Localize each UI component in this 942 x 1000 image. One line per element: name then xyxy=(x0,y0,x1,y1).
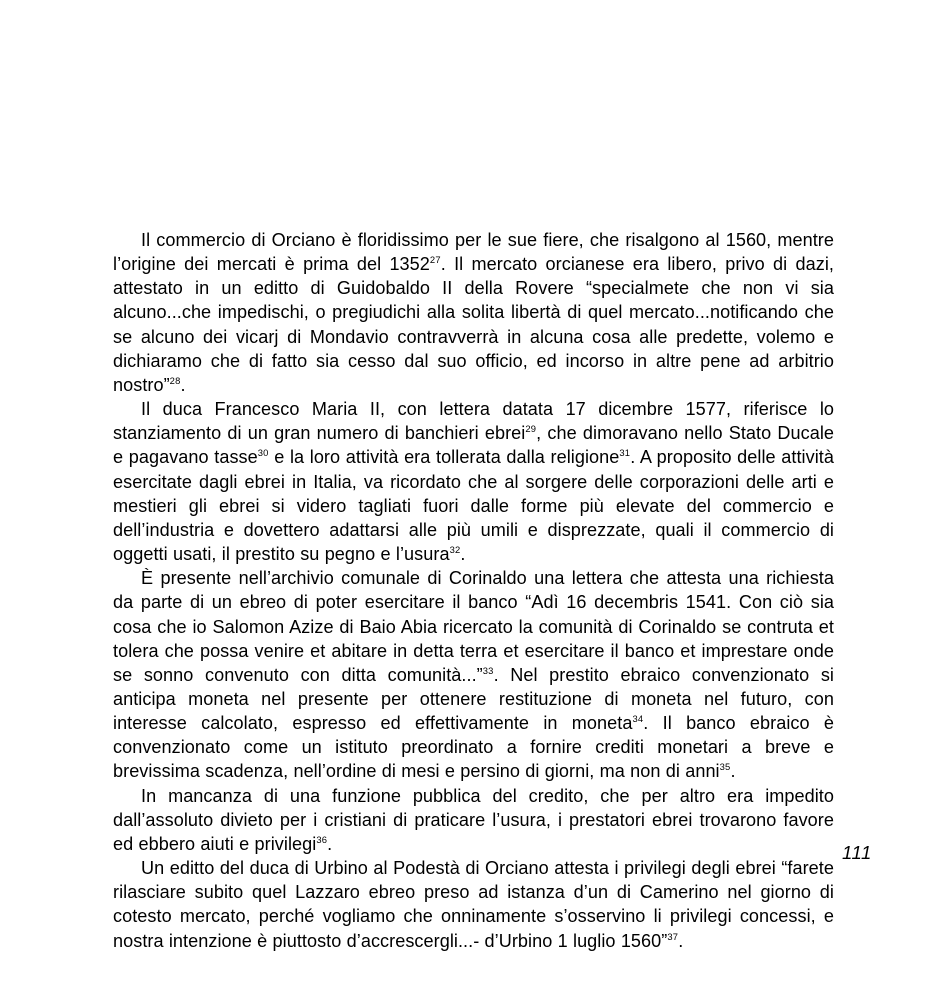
text-run: Il commercio di Orciano è floridissimo per le sue fiere, che risalgono al 1560, mentre l’origine dei mercati è prima del 1352 xyxy=(113,230,834,275)
text-run: . Nel prestito ebraico convenzionato si anticipa moneta nel presente per ottenere restituzione di moneta nel futuro, con interesse calcolato, espresso ed effettivamente in moneta xyxy=(113,664,834,734)
paragraph xyxy=(113,784,834,856)
text-run: , che dimoravano nello Stato Ducale e pagavano tasse xyxy=(113,423,834,468)
footnote-marker[interactable]: 35 xyxy=(719,761,731,773)
text-run: . xyxy=(180,374,186,395)
footnote-marker[interactable]: 31 xyxy=(619,447,631,459)
paragraph xyxy=(113,856,834,953)
text-run: . A proposito delle attività esercitate dagli ebrei in Italia, va ricordato che al sorgere delle corporazioni delle arti e mestieri gli ebrei si videro tagliati fuori dalle forme più elevate del commercio e dell’industria e dovettero adattarsi alle più umili e disprezzate, quali il commercio di oggetti usati, il prestito su pegno e l’usura xyxy=(113,447,834,565)
text-run: . xyxy=(460,544,466,565)
footnote-marker[interactable]: 37 xyxy=(667,930,679,942)
footnote-marker[interactable]: 36 xyxy=(316,833,328,845)
page-number: 111 xyxy=(842,842,872,863)
text-run: . xyxy=(678,930,684,951)
paragraph xyxy=(113,228,834,397)
body-text-column xyxy=(113,228,834,953)
text-run: In mancanza di una funzione pubblica del credito, che per altro era impedito dall’assoluto divieto per i cristiani di praticare l’usura, i prestatori ebrei trovarono favore ed ebbero aiuti e privilegi xyxy=(113,785,834,854)
footnote-marker[interactable]: 33 xyxy=(482,664,494,676)
text-run: . Il banco ebraico è convenzionato come un istituto preordinato a fornire crediti monetari a breve e brevissima scadenza, nell’ordine di mesi e persino di giorni, ma non di anni xyxy=(113,713,834,782)
text-run: È presente nell’archivio comunale di Corinaldo una lettera che attesta una richiesta da parte di un ebreo di poter esercitare il banco “Adì 16 decembris 1541. Con ciò sia cosa che io Salomon Azize di Baio Abia ricercato la comunità di Corinaldo se contruta et tolera che possa venire et abitare in detta terra et esercitare il banco et imprestare onde se sonno convenuto con ditta comunità...” xyxy=(113,568,834,685)
footnote-marker[interactable]: 34 xyxy=(632,713,644,725)
footnote-marker[interactable]: 30 xyxy=(257,447,269,459)
text-run: Un editto del duca di Urbino al Podestà di Orciano attesta i privilegi degli ebrei “farete rilasciare subito quel Lazzaro ebreo preso ad istanza d’un di Camerino nel giorno di cotesto mercato, perché vogliamo che onninamente s’osservino li privilegi concessi, e nostra intenzione è piuttosto d’accrescergli...- d’Urbino 1 luglio 1560” xyxy=(113,858,834,951)
text-run: . xyxy=(327,833,333,854)
paragraph xyxy=(113,397,834,566)
text-run: Il duca Francesco Maria II, con lettera datata 17 dicembre 1577, riferisce lo stanziamento di un gran numero di banchieri ebrei xyxy=(113,399,834,444)
footnote-marker[interactable]: 29 xyxy=(525,423,537,435)
footnote-marker[interactable]: 32 xyxy=(449,544,461,555)
footnote-marker[interactable]: 28 xyxy=(169,374,181,386)
text-run: e la loro attività era tollerata dalla religione xyxy=(268,447,620,468)
text-run: . xyxy=(730,761,736,782)
paragraph xyxy=(113,566,834,783)
footnote-marker[interactable]: 27 xyxy=(429,254,441,266)
text-run: . Il mercato orcianese era libero, privo di dazi, attestato in un editto di Guidobaldo II della Rovere “specialmete che non vi sia alcuno...che impedischi, o pregiudichi alla solita libertà di quel mercato...notificando che se alcuno dei vicarj di Mondavio contravverrà in alcuna cosa alle predette, volemo e dichiaramo che di fatto sia cesso dal suo officio, ed incorso in altre pene ad arbitrio nostro” xyxy=(113,254,834,395)
